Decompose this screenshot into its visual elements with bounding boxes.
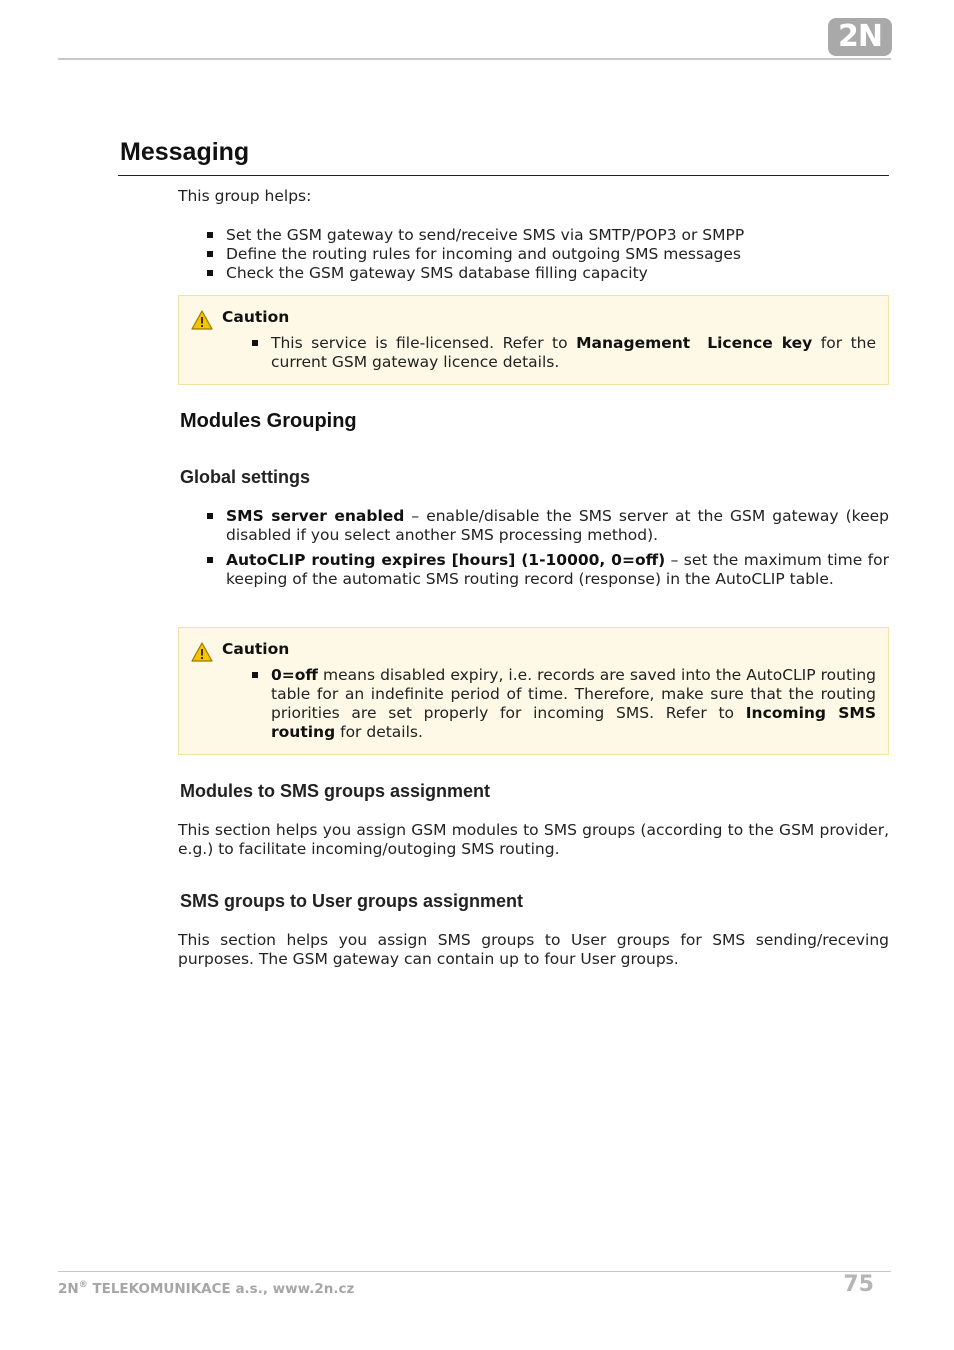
bullet-icon [207,270,213,276]
bullet-icon [207,251,213,257]
sms-to-user-text: This section helps you assign SMS groups to User groups for SMS sending/receving purposes. The GSM gateway can contain up to four User groups. [178,931,889,968]
link-licence-key[interactable]: Licence key [707,334,813,352]
2n-logo: 2N [828,18,892,56]
list-item: Set the GSM gateway to send/receive SMS via SMTP/POP3 or SMPP [207,226,889,245]
intro-bullet-list [207,226,889,283]
subsection-heading-modules-to-sms: Modules to SMS groups assignment [180,781,491,801]
title-underline [118,175,889,176]
bullet-icon [207,513,213,519]
bullet-icon [207,232,213,238]
page-title: Messaging [120,138,250,166]
caution-title: Caution [222,308,290,326]
bullet-icon [207,557,213,563]
section-heading-modules-grouping: Modules Grouping [180,410,357,432]
header-divider [58,58,891,60]
list-item: Check the GSM gateway SMS database filling capacity [207,264,889,283]
bullet-icon [252,672,258,678]
bullet-icon [252,340,258,346]
link-management[interactable]: Management [576,334,691,352]
page-number: 75 [843,1272,874,1297]
caution-text: This service is file-licensed. Refer to Management Licence key for the current GSM gateway licence details. [252,334,876,372]
caution-box-autoclip [178,627,889,755]
intro-text: This group helps: [178,187,312,205]
list-item: Define the routing rules for incoming and outgoing SMS messages [207,245,889,264]
subsection-heading-sms-to-user: SMS groups to User groups assignment [180,891,524,911]
footer-divider [58,1271,891,1272]
caution-title: Caution [222,640,290,658]
link-incoming-sms-routing[interactable]: Incoming SMS routing [271,704,876,741]
list-item: SMS server enabled – enable/disable the SMS server at the GSM gateway (keep disabled if you select another SMS processing method). [207,507,889,545]
footer-company: 2N® TELEKOMUNIKACE a.s., www.2n.cz [58,1280,355,1297]
modules-to-sms-text: This section helps you assign GSM modules to SMS groups (according to the GSM provider, e.g.) to facilitate incoming/outoging SMS routing. [178,821,889,858]
caution-text: 0=off means disabled expiry, i.e. records are saved into the AutoCLIP routing table for an indefinite period of time. Therefore, make sure that the routing priorities are set properly for incoming SMS. Refer to Incoming SMS routing for details. [252,666,876,742]
subsection-heading-global-settings: Global settings [180,467,311,487]
warning-icon [191,310,213,330]
list-item: AutoCLIP routing expires [hours] (1-10000, 0=off) – set the maximum time for keeping of the automatic SMS routing record (response) in the AutoCLIP table. [207,551,889,589]
caution-box-licensing [178,295,889,385]
warning-icon [191,642,213,662]
global-settings-list [207,507,889,589]
